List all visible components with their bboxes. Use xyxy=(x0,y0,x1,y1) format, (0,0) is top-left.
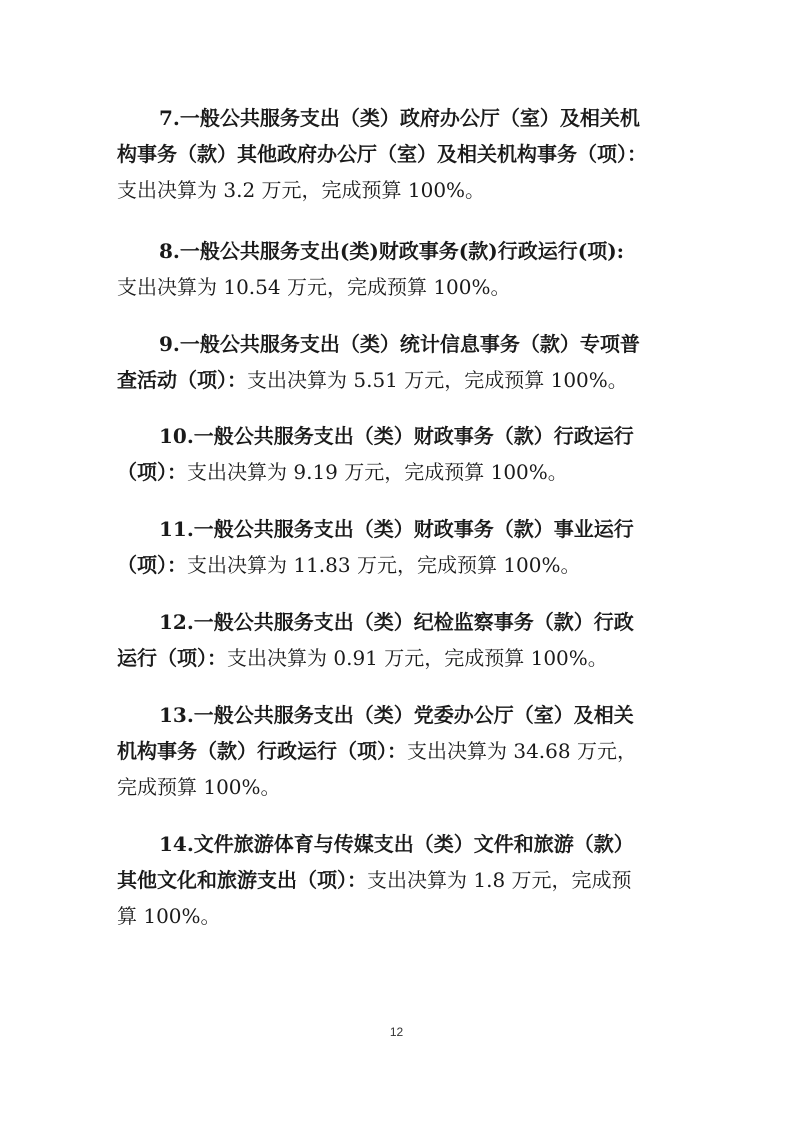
paragraph-9 xyxy=(117,326,677,398)
paragraph-line: 11.一般公共服务支出（类）财政事务（款）事业运行 xyxy=(159,517,634,541)
paragraph-line: 13.一般公共服务支出（类）党委办公厅（室）及相关 xyxy=(159,703,634,727)
paragraph-line: 支出决算为 10.54 万元，完成预算 100%。 xyxy=(117,275,511,299)
paragraph-14 xyxy=(117,826,677,934)
paragraph-line: 构事务（款）其他政府办公厅（室）及相关机构事务（项）： xyxy=(117,142,647,166)
paragraph-line: 8.一般公共服务支出(类)财政事务(款)行政运行(项): xyxy=(159,239,625,263)
paragraph-11 xyxy=(117,511,677,583)
paragraph-line: 10.一般公共服务支出（类）财政事务（款）行政运行 xyxy=(159,424,634,448)
paragraph-line: 机构事务（款）行政运行（项）：支出决算为 34.68 万元， xyxy=(117,739,637,763)
paragraph-line: 其他文化和旅游支出（项）：支出决算为 1.8 万元，完成预 xyxy=(117,868,632,892)
paragraph-10 xyxy=(117,418,677,490)
paragraph-7 xyxy=(117,100,677,208)
paragraph-line: 运行（项）：支出决算为 0.91 万元，完成预算 100%。 xyxy=(117,646,608,670)
paragraph-line: 12.一般公共服务支出（类）纪检监察事务（款）行政 xyxy=(159,610,634,634)
paragraph-line: 查活动（项）：支出决算为 5.51 万元，完成预算 100%。 xyxy=(117,368,628,392)
paragraph-line: 算 100%。 xyxy=(117,904,221,928)
paragraph-line: 7.一般公共服务支出（类）政府办公厅（室）及相关机 xyxy=(159,106,640,130)
paragraph-line: 完成预算 100%。 xyxy=(117,775,281,799)
paragraph-line: 9.一般公共服务支出（类）统计信息事务（款）专项普 xyxy=(159,332,640,356)
paragraph-13 xyxy=(117,697,677,805)
paragraph-line: （项）：支出决算为 11.83 万元，完成预算 100%。 xyxy=(117,553,581,577)
paragraph-line: 支出决算为 3.2 万元，完成预算 100%。 xyxy=(117,178,486,202)
paragraph-line: （项）：支出决算为 9.19 万元，完成预算 100%。 xyxy=(117,460,568,484)
paragraph-line: 14.文件旅游体育与传媒支出（类）文件和旅游（款） xyxy=(159,832,634,856)
paragraph-12 xyxy=(117,604,677,676)
paragraph-8 xyxy=(117,233,677,305)
page-number: 12 xyxy=(389,1025,404,1039)
